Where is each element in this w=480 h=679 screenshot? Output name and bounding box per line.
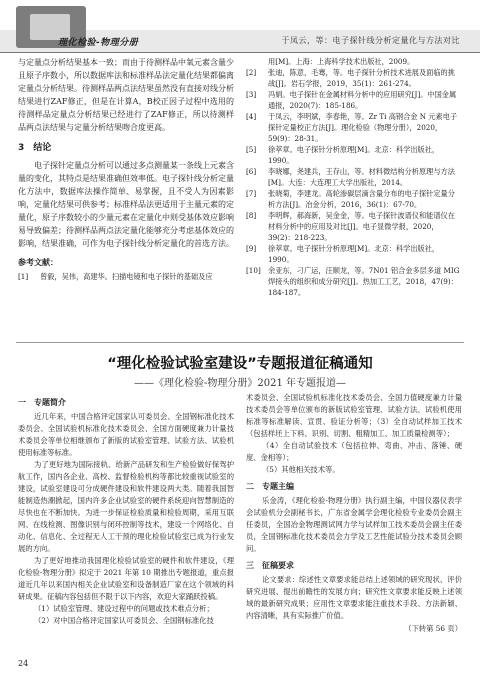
body-paragraph: 近几年来，中国合格评定国家认可委员会、全国钢标准化技术委员会、全国试验机标准化技术委员会、全国方面硬度兼力计量技术委员会等单位相继颁布了新版的试验室管理、试验方法、试验机使用标准等标准。 [18,412,234,457]
page-number: 24 [18,659,29,668]
subsection-heading: 一 专题简介 [18,398,66,407]
references-heading: 参考文献： [18,258,58,267]
reference-number: [4] [246,112,257,121]
reference-item [246,166,462,188]
notice-subtitle: ——《理化检验-物理分册》2021 年专题报道— [133,378,346,389]
reference-item [246,188,462,210]
reference-text: 李明辉，郝海新，吴金金，等。电子探针波谱仪和能谱仪在材料分析中的应用及对比[J]。电子显微学报，2020，39(2)：218-223。 [268,211,455,242]
reference-item [246,111,462,144]
reference-number: [10] [246,266,261,275]
reference-text: 余亚东，刁广运，汪顺龙，等。7N01 铝合金多层多道 MIG 焊接头的组织和成分研究[J]。热加工工艺，2018，47(9)：184-187。 [268,266,460,297]
reference-number: [7] [246,189,257,198]
body-paragraph: 术委员会、全国试验机标准化技术委员会、全国力值硬度兼力计量技术委员会等单位颁布的新版试验室管理、试验方法、试验机使用标准等标准解读、宣贯、验证分析等；（3）全自动试样加工技术（包括样坯上下料、识别、切割、粗精加工、加工质量检测等）； [246,393,462,438]
reference-item [246,67,462,89]
notice-title: “理化检验试验室建设”专题报道征稿通知 [107,356,373,372]
reference-item [246,89,462,111]
body-paragraph: 与定量点分析结果基本一致；而由于待测样品中氧元素含量少且原子序数小，所以数据库法和标准样品法定量化结果都偏离定量点分析结果。待测样品两点法结果虽然没有直接对线分析结果进行ZAF修正，但是在计算A，B校正因子过程中选用的待测样品定量点分析结果已经进行了ZAF修正，所以待测样品两点法结果与定量分析结果吻合度更高。 [18,58,234,132]
reference-number: [1] [18,272,29,281]
reference-number: [9] [246,244,257,253]
body-paragraph: 电子探针定量点分析可以通过多点测量某一条线上元素含量的变化，其特点是结果准确但效率低。电子探针线分析定量化方法中，数据库法操作简单、易掌握，且不受人为因素影响，定量化结果可供参考；标准样品法更适用于主量元素的定量化，原子序数较小的少量元素在定量化中则受基体效应影响易导致偏差；待测样品两点法定量化能够充分考虑基体效应的影响，结果准确，可作为电子探针线分析定量化的首选方法。 [18,161,234,248]
journal-name: 理化检验-物理分册 [58,38,139,48]
reference-text: 张晓菊，李建龙。高轮渗碳层滴含量分布的电子探针定量分析方法[J]。冶金分析，2016，36(1)：67-70。 [268,189,455,209]
body-paragraph: （5）其他相关技术等。 [262,465,340,474]
body-paragraph: （4）全自动试验技术（包括拉伸、弯曲、冲击、落锤、硬度、金相等）； [246,441,462,462]
upper-left-column [18,56,234,282]
subsection-heading: 三 征稿要求 [246,561,294,570]
reference-number: [6] [246,167,257,176]
body-paragraph: 论文要求：综述性文章要求能总结上述领域的研究现状、评价研究进展、提出前瞻性的发展方向；研究性文章要求能反映上述领域的最新研究成果；应用性文章要求能注重技术手段、方法新颖、内容清晰，具有实际推广价值。 [246,575,462,620]
reference-item [246,56,462,67]
reference-text: 李晓娜，尧建兵，王存山，等。材料微结构分析原理与方法[M]。大连：大连理工大学出版社，2014。 [268,167,455,187]
reference-number: [5] [246,145,257,154]
list-item: （1）试验室管理、建设过程中的问题或技术难点分析； [34,604,214,613]
list-item: （2）对中国合格评定国家认可委员会、全国钢标准化技 [34,616,214,625]
reference-text: 曾毅，吴伟，高建华。扫描电镜和电子探针的基础及应 [40,272,213,281]
reference-item [246,243,462,265]
reference-text: 徐萃章。电子探针分析原理[M]。北京：科学出版社，1990。 [268,145,440,165]
lower-left-column [18,392,234,627]
body-paragraph: 乐金涛，《理化检验-物理分册》执行副主编，中国仪器仪表学会试验机分会副秘书长，广东省金属学会理化检验专业委员会副主任委员，全国冶金物理测试网力学与试样加工技术委员会副主任委员，全国钢标准化技术委员会力学及工艺性能试验分技术委员会顾问。 [246,496,462,553]
reference-item [18,271,234,282]
reference-text: 于凤云，李明斌，李春艳，等。Zr Ti 高钢合金 N 元素电子探针定量校正方法[J]。理化检验（物理分册），2020，59(9)：28-31。 [268,112,458,143]
reference-number: [2] [246,68,257,77]
reference-text: 冯娟。电子探针在金属材料分析中的应用研究[J]。中国金属通报，2020(7)：185-186。 [268,90,457,110]
running-title: 于凤云，等：电子探针线分析定量化与方法对比 [281,36,460,45]
continuation-note: （下转第 56 页） [404,624,462,633]
reference-number [246,56,268,67]
reference-text: 用[M]。上海：上海科学技术出版社，2009。 [268,57,415,66]
upper-right-references [246,56,462,298]
reference-item [246,265,462,298]
section-divider [16,342,464,343]
reference-item [246,144,462,166]
body-paragraph: 为了更好地为国际接轨、给新产品研发和生产检验做好保驾护航工作，国内各企业、高校、监督检验机构等都比较重视试验室的建设，试验室建设可分成硬件建设和软件建设两大类。随着我国智能制造热潮掀起，国内许多企业试验室的硬件系统迎向智慧制造的尽快也在不断加快。为进一步保证检验质量和检验周期，采用互联网、在线检测、图像识别与闭环控制等技术，建设一个网络化、自动化、信息化、全过程无人工干预的理化检验试验室已成为行业发展的方向。 [18,460,234,553]
reference-item [246,210,462,243]
lower-right-column [246,392,462,635]
body-paragraph: 为了更好地推动我国理化检验试验室的硬件和软件建设，《理化检验-物理分册》拟定于 2021 年第 10 期推出专题报道，重点报道近几年以来国内相关企业试验室和设备制造厂家在这个领域的科研成果。征稿内容包括但不限于以下内容，欢迎大家踊跃投稿。 [18,556,234,601]
section-heading: 3 结论 [18,143,52,153]
page-header [0,0,480,52]
reference-text: 张迪，陈意，毛骞，等。电子探针分析技术进展及面临的挑战[J]。岩石学报，2019，35(1)：261-274。 [268,68,455,88]
reference-number: [3] [246,90,257,99]
subsection-heading: 二 专题主编 [246,482,294,491]
reference-number: [8] [246,211,257,220]
reference-text: 徐萃章。电子探针分析原理[M]。北京：科学出版社，1990。 [268,244,440,264]
